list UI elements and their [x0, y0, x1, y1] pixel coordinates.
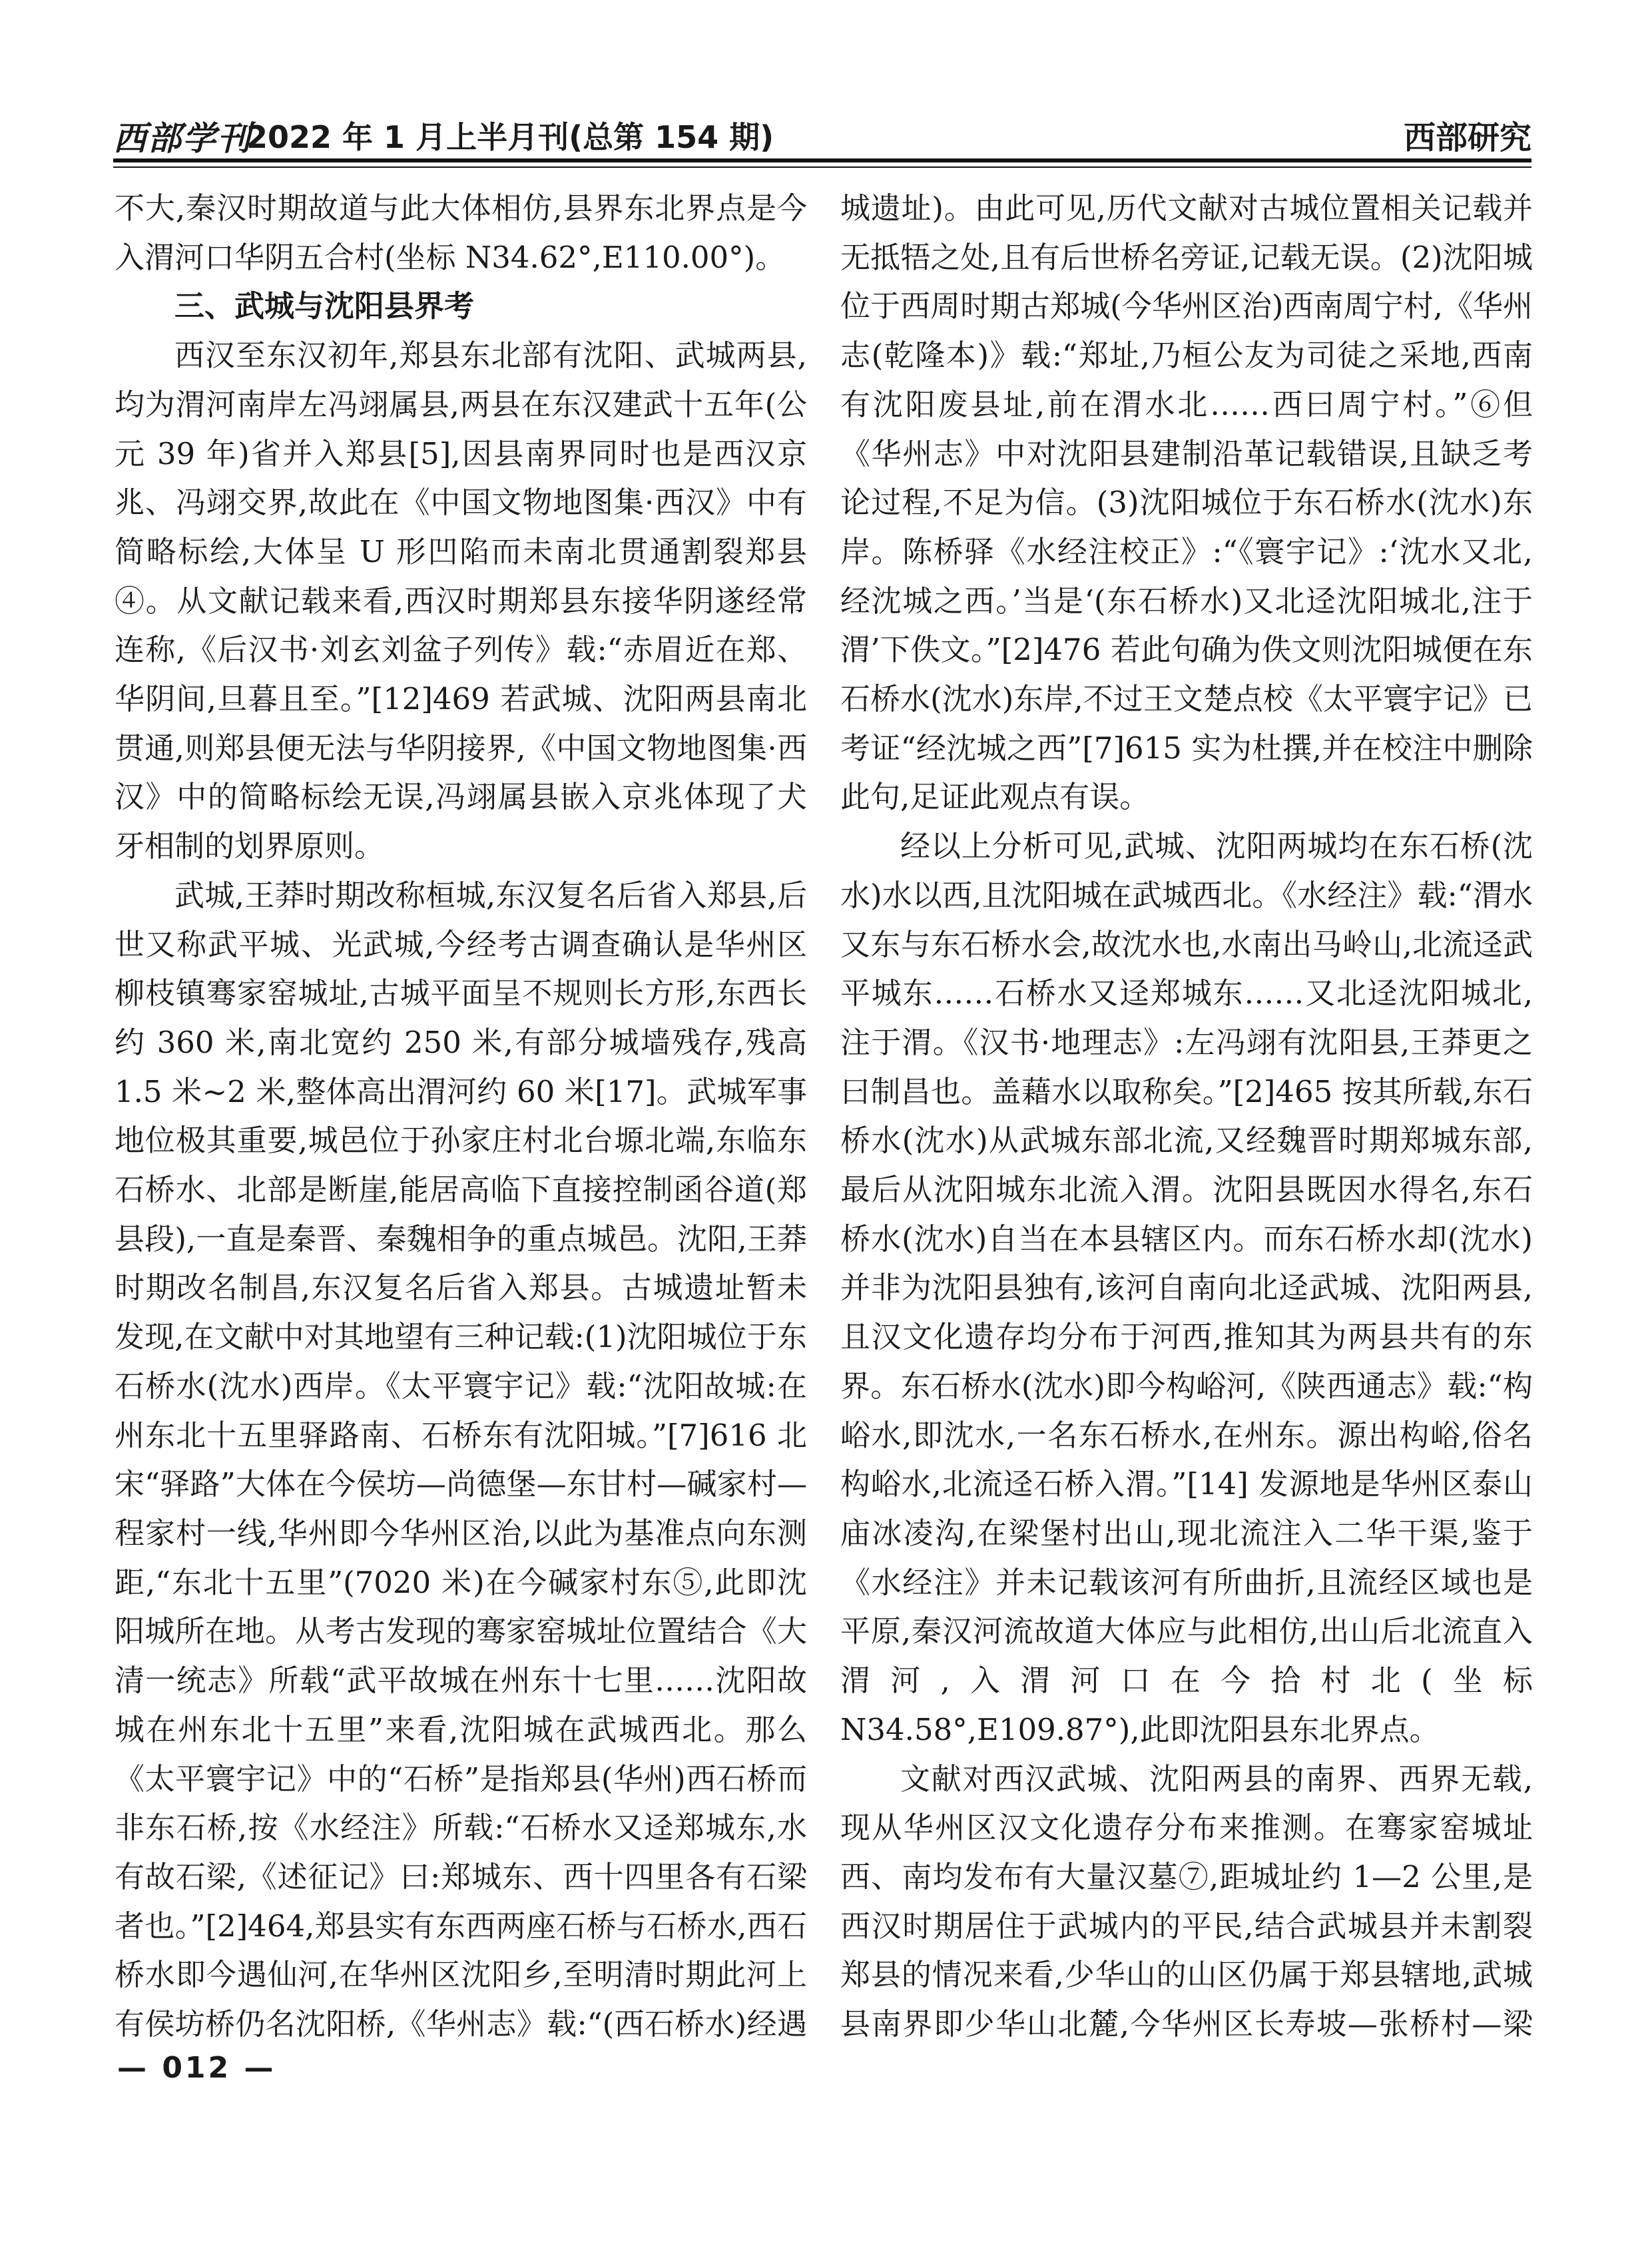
running-header — [113, 100, 1531, 157]
issue-info: 2022 年 1 月上半月刊(总第 154 期) — [246, 119, 774, 155]
paragraph: 文献对西汉武城、沈阳两县的南界、西界无载,现从华州区汉文化遗存分布来推测。在骞家窑城址西、南均发布有大量汉墓⑦,距城址约 1—2 公里,是西汉时期居住于武城内的平民,结合武城县并未割裂郑县的情况来看,少华山的山区仍属于郑县辖地,武城县南界即少华山北麓,今华州区长寿坡—张桥村—梁 — [840, 1761, 1533, 2042]
paragraph: 西汉至东汉初年,郑县东北部有沈阳、武城两县,均为渭河南岸左冯翊属县,两县在东汉建武十五年(公元 39 年)省并入郑县[5],因县南界同时也是西汉京兆、冯翊交界,故此在《中国文物地图集·西汉》中有简略标绘,大体呈 U 形凹陷而未南北贯通割裂郑县④。从文献记载来看,西汉时期郑县东接华阴遂经常连称,《后汉书·刘玄刘盆子列传》载:“赤眉近在郑、华阴间,旦暮且至。”[12]469 若武城、沈阳两县南北贯通,则郑县便无法与华阴接界,《中国文物地图集·西汉》中的简略标绘无误,冯翊属县嵌入京兆体现了犬牙相制的划界原则。 — [115, 338, 807, 864]
header-rule-thick — [113, 158, 1531, 162]
paragraph: 武城,王莽时期改称桓城,东汉复名后省入郑县,后世又称武平城、光武城,今经考古调查确认是华州区柳枝镇骞家窑城址,古城平面呈不规则长方形,东西长约 360 米,南北宽约 250 米,有部分城墙残存,残高 1.5 米~2 米,整体高出渭河约 60 米[17]。武城军事地位极其重要,城邑位于孙家庄村北台塬北端,东临东石桥水、北部是断崖,能居高临下直接控制函谷道(郑县段),一直是秦晋、秦魏相争的重点城邑。沈阳,王莽时期改名制昌,东汉复名后省入郑县。古城遗址暂未发现,在文献中对其地望有三种记载:(1)沈阳城位于东石桥水(沈水)西岸。《太平寰宇记》载:“沈阳故城:在州东北十五里驿路南、石桥东有沈阳城。”[7]616 北宋“驿路”大体在今侯坊—尚德堡—东甘村—碱家村—程家村一线,华州即今华州区治,以此为基准点向东测距,“东北十五里”(7020 米)在今碱家村东⑤,此即沈阳城所在地。从考古发现的骞家窑城址位置结合《大清一统志》所载“武平故城在州东十七里……沈阳故城在州东北十五里”来看,沈阳城在武城西北。那么《太平寰宇记》中的“石桥”是指郑县(华州)西石桥而非东石桥,按《水经注》所载:“石桥水又迳郑城东,水有故石梁,《述征记》曰:郑城东、西十四里各有石梁者也。”[2]464,郑县实有东西两座石桥与石桥水,西石桥水即今遇仙河,在华州区沈阳乡,至明清时期此河上有侯坊桥仍名沈阳桥,《华州志》载:“(西石桥水)经遇 — [115, 877, 807, 2042]
left-column — [115, 184, 807, 2042]
right-column — [840, 184, 1533, 2042]
paragraph: 城遗址)。由此可见,历代文献对古城位置相关记载并无抵牾之处,且有后世桥名旁证,记载无误。(2)沈阳城位于西周时期古郑城(今华州区治)西南周宁村,《华州志(乾隆本)》载:“郑址,乃桓公友为司徒之采地,西南有沈阳废县址,前在渭水北……西曰周宁村。”⑥但《华州志》中对沈阳县建制沿革记载错误,且缺乏考论过程,不足为信。(3)沈阳城位于东石桥水(沈水)东岸。陈桥驿《水经注校正》:“《寰宇记》:‘沈水又北,经沈城之西。’当是‘(东石桥水)又北迳沈阳城北,注于渭’下佚文。”[2]476 若此句确为佚文则沈阳城便在东石桥水(沈水)东岸,不过王文楚点校《太平寰宇记》已考证“经沈城之西”[7]615 实为杜撰,并在校注中删除此句,足证此观点有误。 — [840, 190, 1533, 815]
header-rule-thin — [113, 166, 1531, 168]
paragraph: 经以上分析可见,武城、沈阳两城均在东石桥(沈水)水以西,且沈阳城在武城西北。《水经注》载:“渭水又东与东石桥水会,故沈水也,水南出马岭山,北流迳武平城东……石桥水又迳郑城东……又北迳沈阳城北,注于渭。《汉书·地理志》:左冯翊有沈阳县,王莽更之曰制昌也。盖藉水以取称矣。”[2]465 按其所载,东石桥水(沈水)从武城东部北流,又经魏晋时期郑城东部,最后从沈阳城东北流入渭。沈阳县既因水得名,东石桥水(沈水)自当在本县辖区内。而东石桥水却(沈水)并非为沈阳县独有,该河自南向北迳武城、沈阳两县,且汉文化遗存均分布于河西,推知其为两县共有的东界。东石桥水(沈水)即今构峪河,《陕西通志》载:“构峪水,即沈水,一名东石桥水,在州东。源出构峪,俗名构峪水,北流迳石桥入渭。”[14] 发源地是华州区泰山庙冰凌沟,在梁堡村出山,现北流注入二华干渠,鉴于《水经注》并未记载该河有所曲折,且流经区域也是平原,秦汉河流故道大体应与此相仿,出山后北流直入渭河,入渭河口在今拾村北(坐标 N34.58°,E109.87°),此即沈阳县东北界点。 — [840, 828, 1533, 1747]
paragraph: 不大,秦汉时期故道与此大体相仿,县界东北界点是今入渭河口华阴五合村(坐标 N34.62°,E110.00°)。 — [115, 190, 807, 275]
journal-logo: 西部学刊 — [113, 119, 252, 158]
page-number: — 012 — — [117, 2051, 276, 2085]
section-heading: 三、武城与沈阳县界考 — [174, 288, 475, 324]
section-name: 西部研究 — [1403, 119, 1531, 156]
